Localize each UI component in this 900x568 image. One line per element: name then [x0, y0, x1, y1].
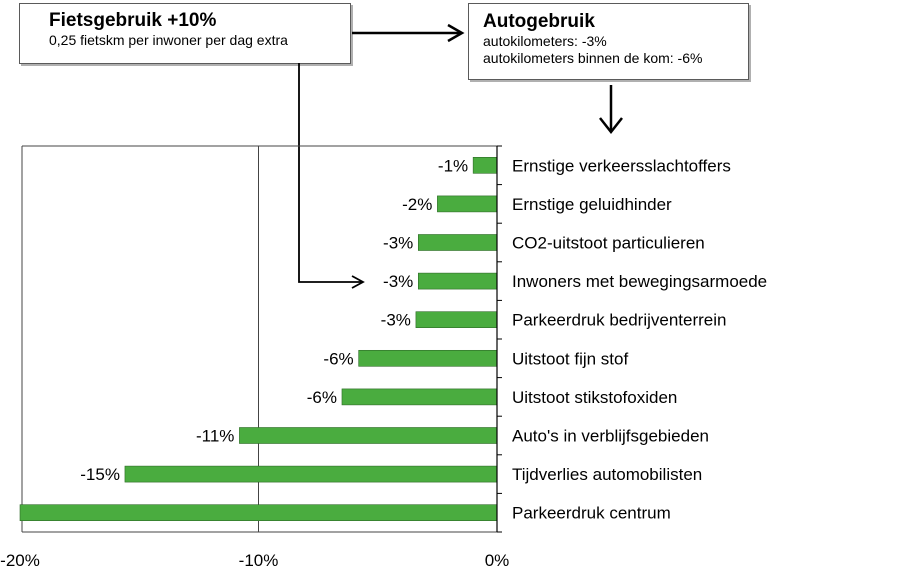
effect-line-autokilometers: autokilometers: -3% — [483, 33, 607, 49]
bar-co2-uitstoot-particulieren — [418, 235, 497, 251]
category-label-inwoners-met-bewegingsarmoede: Inwoners met bewegingsarmoede — [512, 272, 768, 292]
category-label-ernstige-verkeersslachtoffers: Ernstige verkeersslachtoffers — [512, 156, 731, 176]
effect-line-binnen-de-kom: autokilometers binnen de kom: -6% — [483, 50, 703, 66]
bar-tijdverlies-automobilisten — [125, 466, 497, 482]
cause-subtitle: 0,25 fietskm per inwoner per dag extra — [49, 32, 288, 48]
data-label-ernstige-geluidhinder: -2% — [402, 194, 433, 214]
data-label-co2-uitstoot-particulieren: -3% — [383, 233, 414, 253]
category-label-uitstoot-fijn-stof: Uitstoot fijn stof — [512, 349, 629, 369]
category-label-parkeerdruk-centrum: Parkeerdruk centrum — [512, 503, 671, 523]
cause-title: Fietsgebruik +10% — [49, 10, 217, 31]
data-label-uitstoot-fijn-stof: -6% — [323, 349, 354, 369]
category-label-auto-s-in-verblijfsgebieden: Auto's in verblijfsgebieden — [512, 426, 709, 446]
category-label-parkeerdruk-bedrijventerrein: Parkeerdruk bedrijventerrein — [512, 310, 727, 330]
bar-ernstige-geluidhinder — [437, 196, 497, 212]
data-label-ernstige-verkeersslachtoffers: -1% — [437, 156, 469, 176]
bar-parkeerdruk-centrum — [20, 505, 497, 521]
bar-auto-s-in-verblijfsgebieden — [239, 428, 497, 444]
category-label-tijdverlies-automobilisten: Tijdverlies automobilisten — [512, 465, 703, 485]
data-label-inwoners-met-bewegingsarmoede: -3% — [383, 272, 414, 292]
bar-uitstoot-fijn-stof — [359, 350, 497, 366]
category-axis — [497, 146, 502, 532]
x-tick-label-0: 0% — [484, 551, 510, 568]
bar-parkeerdruk-bedrijventerrein — [416, 312, 497, 328]
data-label-tijdverlies-automobilisten: -15% — [80, 465, 120, 485]
bar-ernstige-verkeersslachtoffers — [473, 157, 497, 173]
category-label-co2-uitstoot-particulieren: CO2-uitstoot particulieren — [512, 233, 705, 253]
category-labels — [512, 156, 767, 522]
data-label-parkeerdruk-bedrijventerrein: -3% — [380, 310, 411, 330]
data-label-auto-s-in-verblijfsgebieden: -11% — [195, 426, 235, 446]
arrow-cause-to-bewegingsarmoede — [299, 63, 363, 282]
x-tick-labels — [0, 551, 509, 568]
data-label-uitstoot-stikstofoxiden: -6% — [306, 387, 337, 407]
category-label-ernstige-geluidhinder: Ernstige geluidhinder — [512, 194, 672, 214]
bar-inwoners-met-bewegingsarmoede — [418, 273, 497, 289]
x-tick-label-10: -10% — [238, 551, 279, 568]
x-tick-label-20: -20% — [0, 551, 40, 568]
category-label-uitstoot-stikstofoxiden: Uitstoot stikstofoxiden — [512, 387, 678, 407]
effect-title: Autogebruik — [483, 11, 595, 32]
bar-uitstoot-stikstofoxiden — [342, 389, 497, 405]
